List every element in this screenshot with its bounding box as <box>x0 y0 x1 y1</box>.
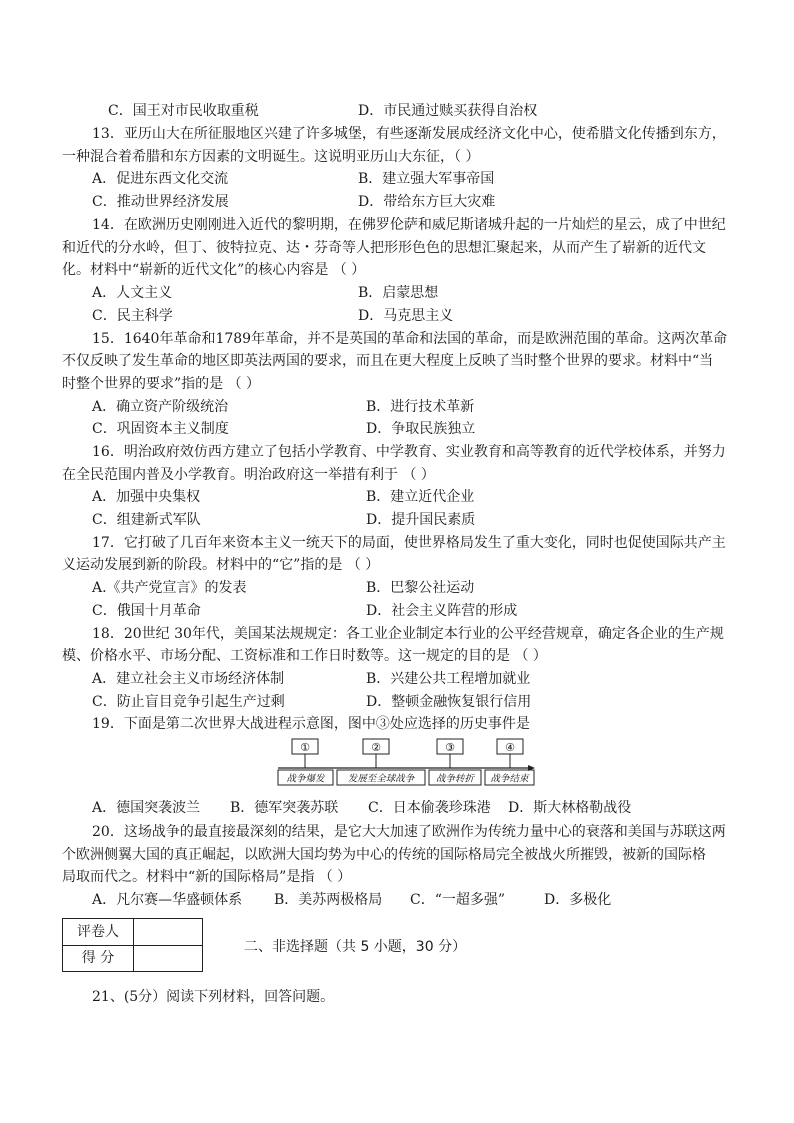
diagram-box-label-2: ② <box>371 741 381 754</box>
q18-option-d: D．整顿金融恢复银行信用 <box>366 694 532 710</box>
section-2-title: 二、非选择题（共 5 小题，30 分） <box>244 939 467 955</box>
q13-option-a: A．促进东西文化交流 <box>92 171 229 187</box>
q16-stem-line-2: 在全民范围内普及小学教育。明治政府这一举措有利于 （ ） <box>62 467 435 483</box>
q16-option-d: D．提升国民素质 <box>366 512 476 528</box>
q18-option-c: C．防止盲目竞争引起生产过剩 <box>92 694 285 710</box>
q15-option-d: D．争取民族独立 <box>366 421 476 437</box>
diagram-box-label-4: ④ <box>505 741 515 754</box>
score-box <box>62 918 203 972</box>
q17-option-d: D．社会主义阵营的形成 <box>366 603 518 619</box>
q20-option-a: A．凡尔赛—华盛顿体系 <box>92 892 243 908</box>
diagram-stage-3: 战争转折 <box>435 773 475 785</box>
diagram-box-label-3: ③ <box>445 741 455 754</box>
q18-option-b: B．兴建公共工程增加就业 <box>366 671 531 687</box>
grader-field[interactable] <box>134 919 202 945</box>
q14-option-d: D．马克思主义 <box>358 308 454 324</box>
q19-stem-line-1: 19．下面是第二次世界大战进程示意图，图中③处应选择的历史事件是 <box>92 716 530 732</box>
score-box-row-score <box>63 945 202 971</box>
q14-stem-line-2: 和近代的分水岭，但丁、彼特拉克、达・芬奇等人把形形色色的思想汇聚起来，从而产生了崭新的近代文 <box>62 240 706 256</box>
score-field[interactable] <box>134 945 202 971</box>
score-label: 得 分 <box>63 945 134 971</box>
q19-option-d: D．斯大林格勒战役 <box>508 800 632 816</box>
q20-stem-line-3: 局取而代之。材料中“新的国际格局”是指 （ ） <box>62 869 352 885</box>
q16-option-c: C．组建新式军队 <box>92 512 201 528</box>
q13-stem-line-2: 一种混合着希腊和东方因素的文明诞生。这说明亚历山大东征，（ ） <box>62 149 480 165</box>
q20-option-d: D．多极化 <box>544 892 612 908</box>
q17-option-c: C．俄国十月革命 <box>92 603 201 619</box>
q18-stem-line-1: 18．20世纪 30年代，美国某法规规定：各工业企业制定本行业的公平经营规章，确定各企业的生产规 <box>92 626 724 642</box>
q16-stem-line-1: 16．明治政府效仿西方建立了包括小学教育、中学教育、实业教育和高等教育的近代学校体系，并努力 <box>92 444 726 460</box>
score-box-row-grader <box>63 919 202 946</box>
q16-option-b: B．建立近代企业 <box>366 489 475 505</box>
q13-option-b: B．建立强大军事帝国 <box>358 171 495 187</box>
q15-option-c: C．巩固资本主义制度 <box>92 421 229 437</box>
q12-option-d: D．市民通过赎买获得自治权 <box>358 103 538 119</box>
q19-option-b: B．德军突袭苏联 <box>230 800 339 816</box>
q20-stem-line-2: 个欧洲侧翼大国的真正崛起，以欧洲大国均势为中心的传统的国际格局完全被战火所摧毁，被新的国际格 <box>62 847 706 863</box>
q13-option-d: D．带给东方巨大灾难 <box>358 194 496 210</box>
q17-option-a: A.《共产党宣言》的发表 <box>92 580 247 596</box>
diagram-box-label-1: ① <box>300 741 310 754</box>
q16-option-a: A．加强中央集权 <box>92 489 201 505</box>
q18-stem-line-2: 模、价格水平、市场分配、工资标准和工作日时数等。这一规定的目的是 （ ） <box>62 648 547 664</box>
q14-stem-line-3: 化。材料中“崭新的近代文化”的核心内容是 （ ） <box>62 262 366 278</box>
q12-option-c: C．国王对市民收取重税 <box>108 103 259 119</box>
q15-stem-line-2: 不仅反映了发生革命的地区即英法两国的要求，而且在更大程度上反映了当时整个世界的要求。材料中“当 <box>62 353 714 369</box>
diagram-stage-2: 发展至全球战争 <box>347 773 415 785</box>
ww2-progress-diagram <box>276 737 536 787</box>
diagram-stage-1: 战争爆发 <box>286 773 325 785</box>
q14-option-b: B．启蒙思想 <box>358 285 439 301</box>
q14-stem-line-1: 14．在欧洲历史刚刚进入近代的黎明期，在佛罗伦萨和威尼斯诸城升起的一片灿烂的星云，成了中世纪 <box>92 217 726 233</box>
q20-stem-line-1: 20．这场战争的最直接最深刻的结果，是它大大加速了欧洲作为传统力量中心的衰落和美国与苏联这两 <box>92 824 726 840</box>
q17-stem-line-1: 17．它打破了几百年来资本主义一统天下的局面，使世界格局发生了重大变化，同时也促使国际共产主 <box>92 535 726 551</box>
q20-option-c: C．“一超多强” <box>410 892 506 908</box>
q15-stem-line-1: 15．1640年革命和1789年革命，并不是英国的革命和法国的革命，而是欧洲范围的革命。这两次革命 <box>92 331 728 347</box>
q15-option-a: A．确立资产阶级统治 <box>92 399 229 415</box>
q20-option-b: B．美苏两极格局 <box>274 892 383 908</box>
q17-option-b: B．巴黎公社运动 <box>366 580 475 596</box>
q18-option-a: A．建立社会主义市场经济体制 <box>92 671 285 687</box>
q13-stem-line-1: 13．亚历山大在所征服地区兴建了许多城堡，有些逐渐发展成经济文化中心，使希腊文化传播到东方， <box>92 126 726 142</box>
q21-stem-line-1: 21、(5分）阅读下列材料，回答问题。 <box>92 989 335 1005</box>
diagram-stage-4: 战争结束 <box>490 773 529 785</box>
q13-option-c: C．推动世界经济发展 <box>92 194 229 210</box>
q17-stem-line-2: 义运动发展到新的阶段。材料中的“它”指的是 （ ） <box>62 557 380 573</box>
q14-option-c: C．民主科学 <box>92 308 173 324</box>
q19-option-c: C．日本偷袭珍珠港 <box>368 800 491 816</box>
q15-stem-line-3: 时整个世界的要求”指的是 （ ） <box>62 376 261 392</box>
grader-label: 评卷人 <box>63 919 134 945</box>
q15-option-b: B．进行技术革新 <box>366 399 475 415</box>
q14-option-a: A．人文主义 <box>92 285 173 301</box>
q19-option-a: A．德国突袭波兰 <box>92 800 201 816</box>
